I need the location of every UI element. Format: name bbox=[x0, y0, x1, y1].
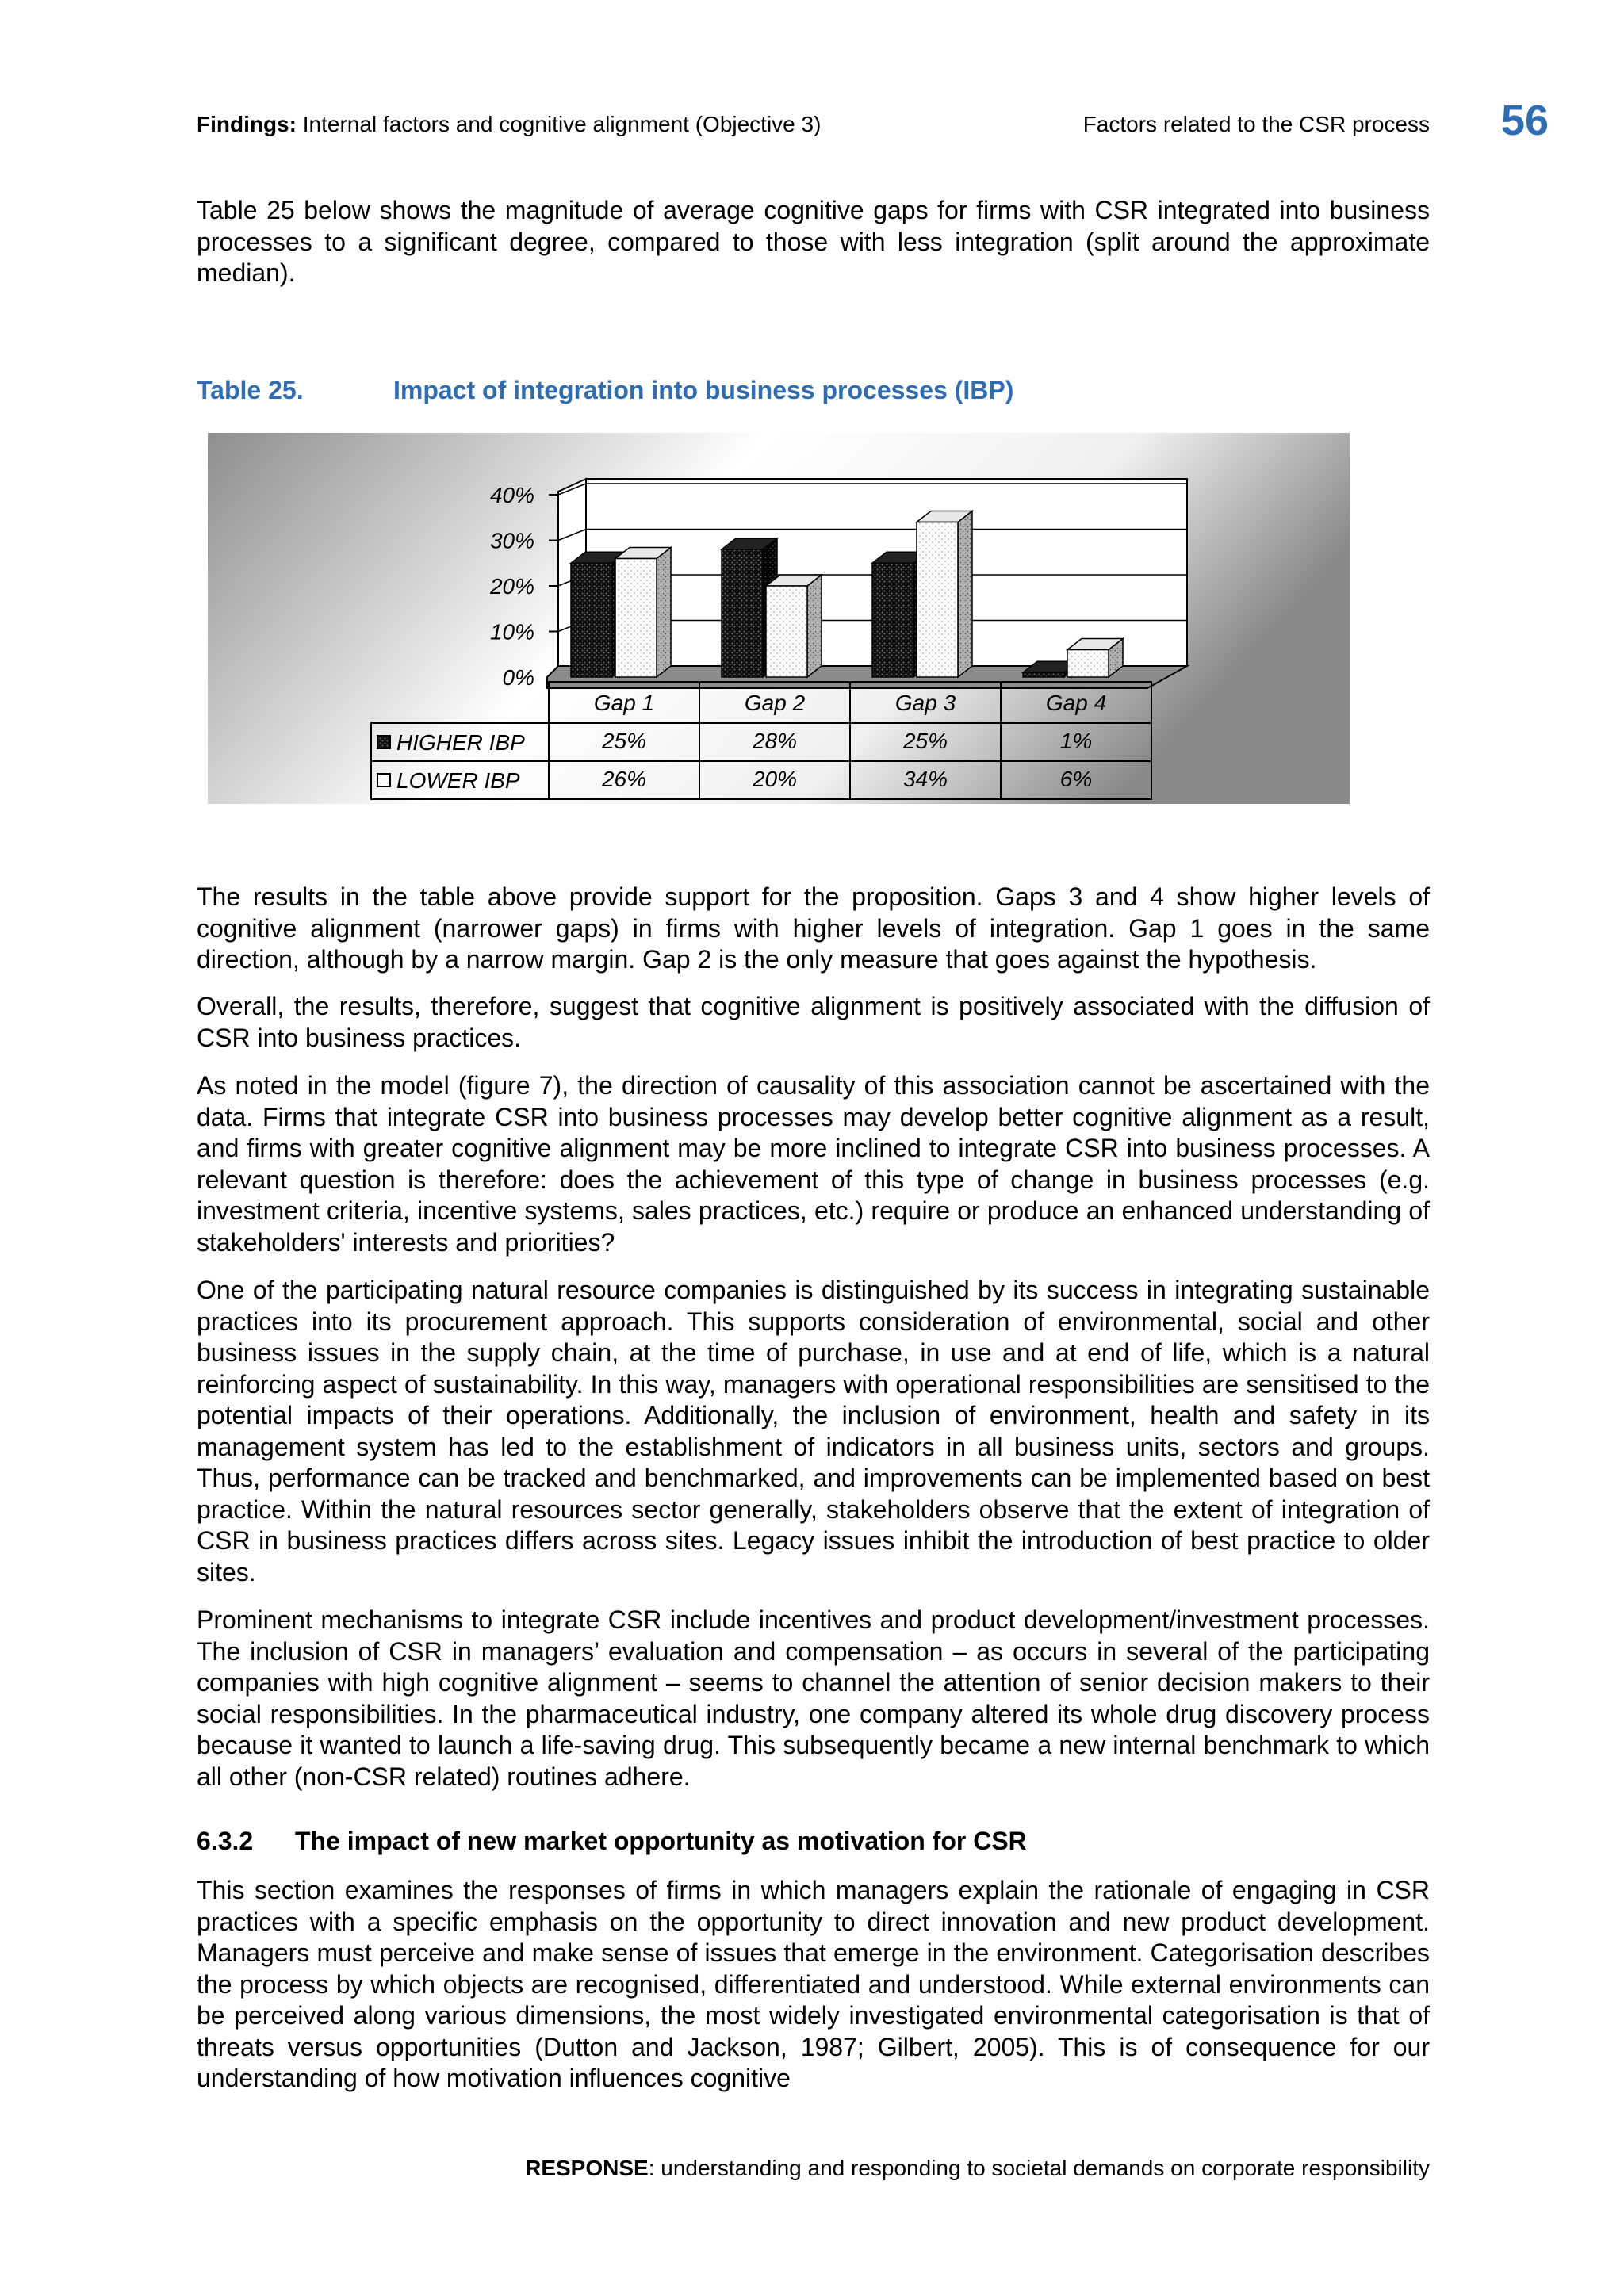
chart-legend-key bbox=[377, 774, 390, 786]
table-caption-title: Impact of integration into business processes (IBP) bbox=[393, 376, 1014, 404]
section-heading-title: The impact of new market opportunity as motivation for CSR bbox=[295, 1827, 1027, 1855]
chart-x-tick-label: Gap 2 bbox=[744, 691, 806, 715]
chart-x-tick-label: Gap 1 bbox=[593, 691, 655, 715]
chart-legend-label: LOWER IBP bbox=[396, 768, 520, 793]
chart-y-tick-label: 10% bbox=[489, 619, 534, 645]
chart-bar bbox=[917, 522, 958, 678]
body-paragraph-4: One of the participating natural resource companies is distinguished by its success in integrating sustainable practices into its procurement approach. This supports consideration of environmental, social and other business issues in the supply chain, at the time of purchase, in use and at end of life, which is a natural reinforcing aspect of sustainability. In this way, managers with operational responsibilities are sensitised to the potential impacts of their operations. Additionally, the inclusion of environment, health and safety in its management system has led to the establishment of indicators in all business units, sectors and groups. Thus, performance can be tracked and benchmarked, and improvements can be implemented based on best practice. Within the natural resources sector generally, stakeholders observe that the extent of integration of CSR in business practices differs across sites. Legacy issues inhibit the introduction of best practice to older sites. bbox=[197, 1276, 1430, 1586]
chart-data-label: 6% bbox=[1059, 767, 1093, 791]
header-section: Factors related to the CSR process bbox=[1082, 112, 1430, 136]
chart-x-tick-label: Gap 3 bbox=[894, 691, 956, 715]
page-number: 56 bbox=[1501, 97, 1549, 144]
section-paragraph: This section examines the responses of firms in which managers explain the rationale of engaging in CSR practices with a specific emphasis on the opportunity to direct innovation and new product development. Managers must perceive and make sense of issues that emerge in the environment. Categorisation describes the process by which objects are recognised, differentiated and understood. While external environments can be perceived along various dimensions, the most widely investigated environmental categorisation is that of threats versus opportunities (Dutton and Jackson, 1987; Gilbert, 2005). This is of consequence for our understanding of how motivation influences cognitive bbox=[197, 1876, 1430, 2092]
chart-y-tick-label: 0% bbox=[502, 665, 534, 690]
chart-data-label: 1% bbox=[1059, 729, 1093, 753]
chart-data-label: 26% bbox=[601, 767, 647, 791]
chart-bar bbox=[615, 559, 657, 678]
table-caption-number: Table 25. bbox=[197, 376, 304, 404]
chart bbox=[208, 433, 1350, 804]
chart-bar-side bbox=[807, 575, 822, 677]
section-heading-number: 6.3.2 bbox=[197, 1827, 254, 1855]
header-findings-label: Findings: bbox=[197, 112, 297, 136]
header-findings bbox=[197, 111, 821, 138]
chart-x-tick-label: Gap 4 bbox=[1045, 691, 1107, 715]
chart-bar bbox=[766, 586, 807, 677]
chart-bar bbox=[722, 549, 763, 677]
intro-paragraph: Table 25 below shows the magnitude of average cognitive gaps for firms with CSR integrated into business processes to a significant degree, compared to those with less integration (split around the approximate median). bbox=[197, 196, 1430, 287]
chart-bar bbox=[872, 563, 914, 677]
body-paragraph-5: Prominent mechanisms to integrate CSR include incentives and product development/investment processes. The inclusion of CSR in managers’ evaluation and compensation – as occurs in several of the participating companies with high cognitive alignment – seems to channel the attention of senior decision makers to their social responsibilities. In the pharmaceutical industry, one company altered its whole drug discovery process because it wanted to launch a life-saving drug. This subsequently became a new internal benchmark to which all other (non-CSR related) routines adhere. bbox=[197, 1605, 1430, 1791]
chart-bar bbox=[1023, 672, 1064, 677]
chart-svg bbox=[208, 433, 1350, 804]
chart-y-tick-label: 30% bbox=[489, 528, 534, 553]
chart-legend-key bbox=[377, 736, 390, 748]
footer-label: RESPONSE bbox=[525, 2156, 649, 2180]
chart-bar bbox=[571, 563, 612, 677]
chart-data-label: 20% bbox=[752, 767, 798, 791]
chart-y-tick-label: 40% bbox=[489, 483, 534, 507]
body-paragraph-2: Overall, the results, therefore, suggest that cognitive alignment is positively associated with the diffusion of CSR into business practices. bbox=[197, 992, 1430, 1052]
body-paragraph-3: As noted in the model (figure 7), the direction of causality of this association cannot be ascertained with the data. Firms that integrate CSR into business processes may develop better cognitive alignment as a result, and firms with greater cognitive alignment may be more inclined to integrate CSR into business processes. A relevant question is therefore: does the achievement of this type of change in business processes (e.g. investment criteria, incentive systems, sales practices, etc.) require or produce an enhanced understanding of stakeholders' interests and priorities? bbox=[197, 1071, 1430, 1257]
chart-y-tick-label: 20% bbox=[489, 574, 534, 599]
header-findings-text: Internal factors and cognitive alignment (Objective 3) bbox=[296, 112, 822, 136]
body-paragraph-1: The results in the table above provide support for the proposition. Gaps 3 and 4 show higher levels of cognitive alignment (narrower gaps) in firms with higher levels of integration. Gap 1 goes in the same direction, although by a narrow margin. Gap 2 is the only measure that goes against the hypothesis. bbox=[197, 882, 1430, 974]
chart-data-label: 25% bbox=[902, 729, 948, 753]
chart-legend-label: HIGHER IBP bbox=[396, 730, 525, 755]
chart-bar bbox=[1067, 650, 1109, 678]
running-footer bbox=[427, 2155, 1430, 2182]
chart-data-label: 25% bbox=[601, 729, 647, 753]
chart-bar-side bbox=[958, 511, 972, 678]
chart-bar-side bbox=[657, 548, 671, 678]
chart-data-label: 28% bbox=[752, 729, 798, 753]
chart-data-label: 34% bbox=[902, 767, 948, 791]
footer-text: : understanding and responding to societal demands on corporate responsibility bbox=[648, 2156, 1430, 2180]
